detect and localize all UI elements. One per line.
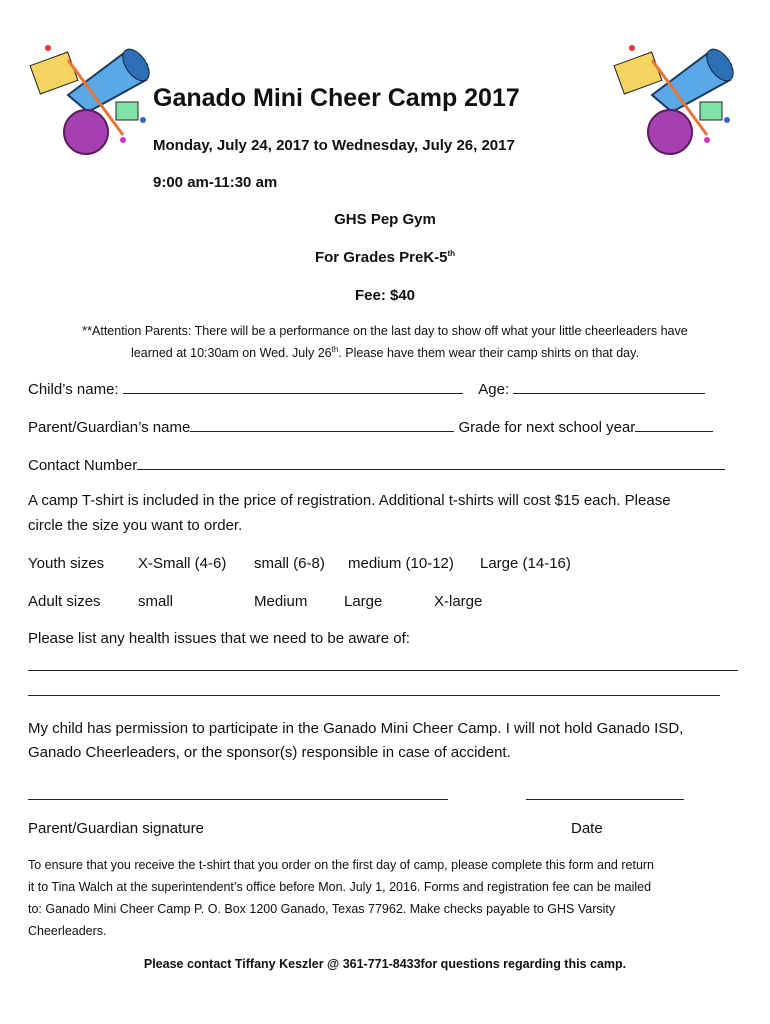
adult-size-option[interactable]: small (138, 593, 174, 610)
tshirt-line-1: A camp T-shirt is included in the price of registration. Additional t-shirts will cost $15 each. Please (28, 492, 671, 509)
footer-contact: Please contact Tiffany Keszler @ 361-771-8433for questions regarding this camp. (143, 957, 627, 971)
contact-label: Contact Number (28, 457, 138, 474)
permission-line-1: My child has permission to participate in the Ganado Mini Cheer Camp. I will not hold Ganado ISD, (28, 720, 684, 737)
date-field[interactable] (526, 785, 684, 805)
camp-time: 9:00 am-11:30 am (153, 174, 278, 191)
contact-row (28, 455, 725, 475)
health-field-2[interactable] (28, 681, 720, 701)
adult-size-option[interactable]: X-large (434, 593, 483, 610)
page-title: Ganado Mini Cheer Camp 2017 (153, 84, 520, 112)
grade-field[interactable] (635, 417, 713, 432)
adult-size-option[interactable]: Large (344, 593, 383, 610)
age-field[interactable] (513, 379, 705, 394)
youth-label: Youth sizes (28, 555, 105, 572)
grade-label: Grade for next school year (458, 419, 636, 436)
parent-name-label: Parent/Guardian’s name (28, 419, 191, 436)
youth-size-option[interactable]: X-Small (4-6) (138, 555, 227, 572)
health-label: Please list any health issues that we need to be aware of: (28, 630, 410, 647)
attention-line-1: **Attention Parents: There will be a performance on the last day to show off what your little cheerleaders have (82, 324, 688, 338)
footer-para-line-2: it to Tina Walch at the superintendent’s office before Mon. July 1, 2016. Forms and registration fee can be mailed (28, 880, 652, 894)
attention-text-b: . Please have them wear their camp shirts on that day. (338, 346, 639, 360)
cheer-megaphone-pompom-icon (612, 40, 737, 155)
attention-line-2 (0, 344, 770, 362)
child-name-row (28, 379, 705, 399)
permission-line-2: Ganado Cheerleaders, or the sponsor(s) responsible in case of accident. (28, 744, 511, 761)
health-field-1[interactable] (28, 656, 738, 676)
footer-para-line-4: Cheerleaders. (28, 924, 107, 938)
youth-size-option[interactable]: Large (14-16) (480, 555, 571, 572)
footer-para-line-3: to: Ganado Mini Cheer Camp P. O. Box 1200 Ganado, Texas 77962. Make checks payable to GHS Varsity (28, 902, 616, 916)
child-name-field[interactable] (123, 379, 463, 394)
camp-location: GHS Pep Gym (334, 211, 436, 228)
camp-fee: Fee: $40 (354, 287, 416, 304)
attention-sup: th (331, 344, 339, 354)
youth-size-option[interactable]: medium (10-12) (348, 555, 454, 572)
child-name-label: Child’s name: (28, 381, 119, 398)
youth-size-option[interactable]: small (6-8) (254, 555, 325, 572)
age-label: Age: (478, 381, 510, 398)
adult-size-option[interactable]: Medium (254, 593, 308, 610)
signature-label: Parent/Guardian signature (28, 820, 204, 837)
date-label: Date (571, 820, 603, 837)
camp-dates: Monday, July 24, 2017 to Wednesday, July 26, 2017 (153, 137, 515, 154)
parent-name-row (28, 417, 713, 437)
camp-grades (0, 249, 770, 267)
grades-sup: th (447, 249, 456, 258)
tshirt-line-2: circle the size you want to order. (28, 517, 243, 534)
parent-name-field[interactable] (190, 417, 454, 432)
adult-label: Adult sizes (28, 593, 101, 610)
grades-text: For Grades PreK-5 (314, 249, 448, 266)
signature-field[interactable] (28, 785, 448, 805)
contact-field[interactable] (137, 455, 725, 470)
footer-para-line-1: To ensure that you receive the t-shirt that you order on the first day of camp, please complete this form and return (28, 858, 655, 872)
attention-text-a: learned at 10:30am on Wed. July 26 (131, 346, 332, 360)
cheer-megaphone-pompom-icon (28, 40, 153, 155)
